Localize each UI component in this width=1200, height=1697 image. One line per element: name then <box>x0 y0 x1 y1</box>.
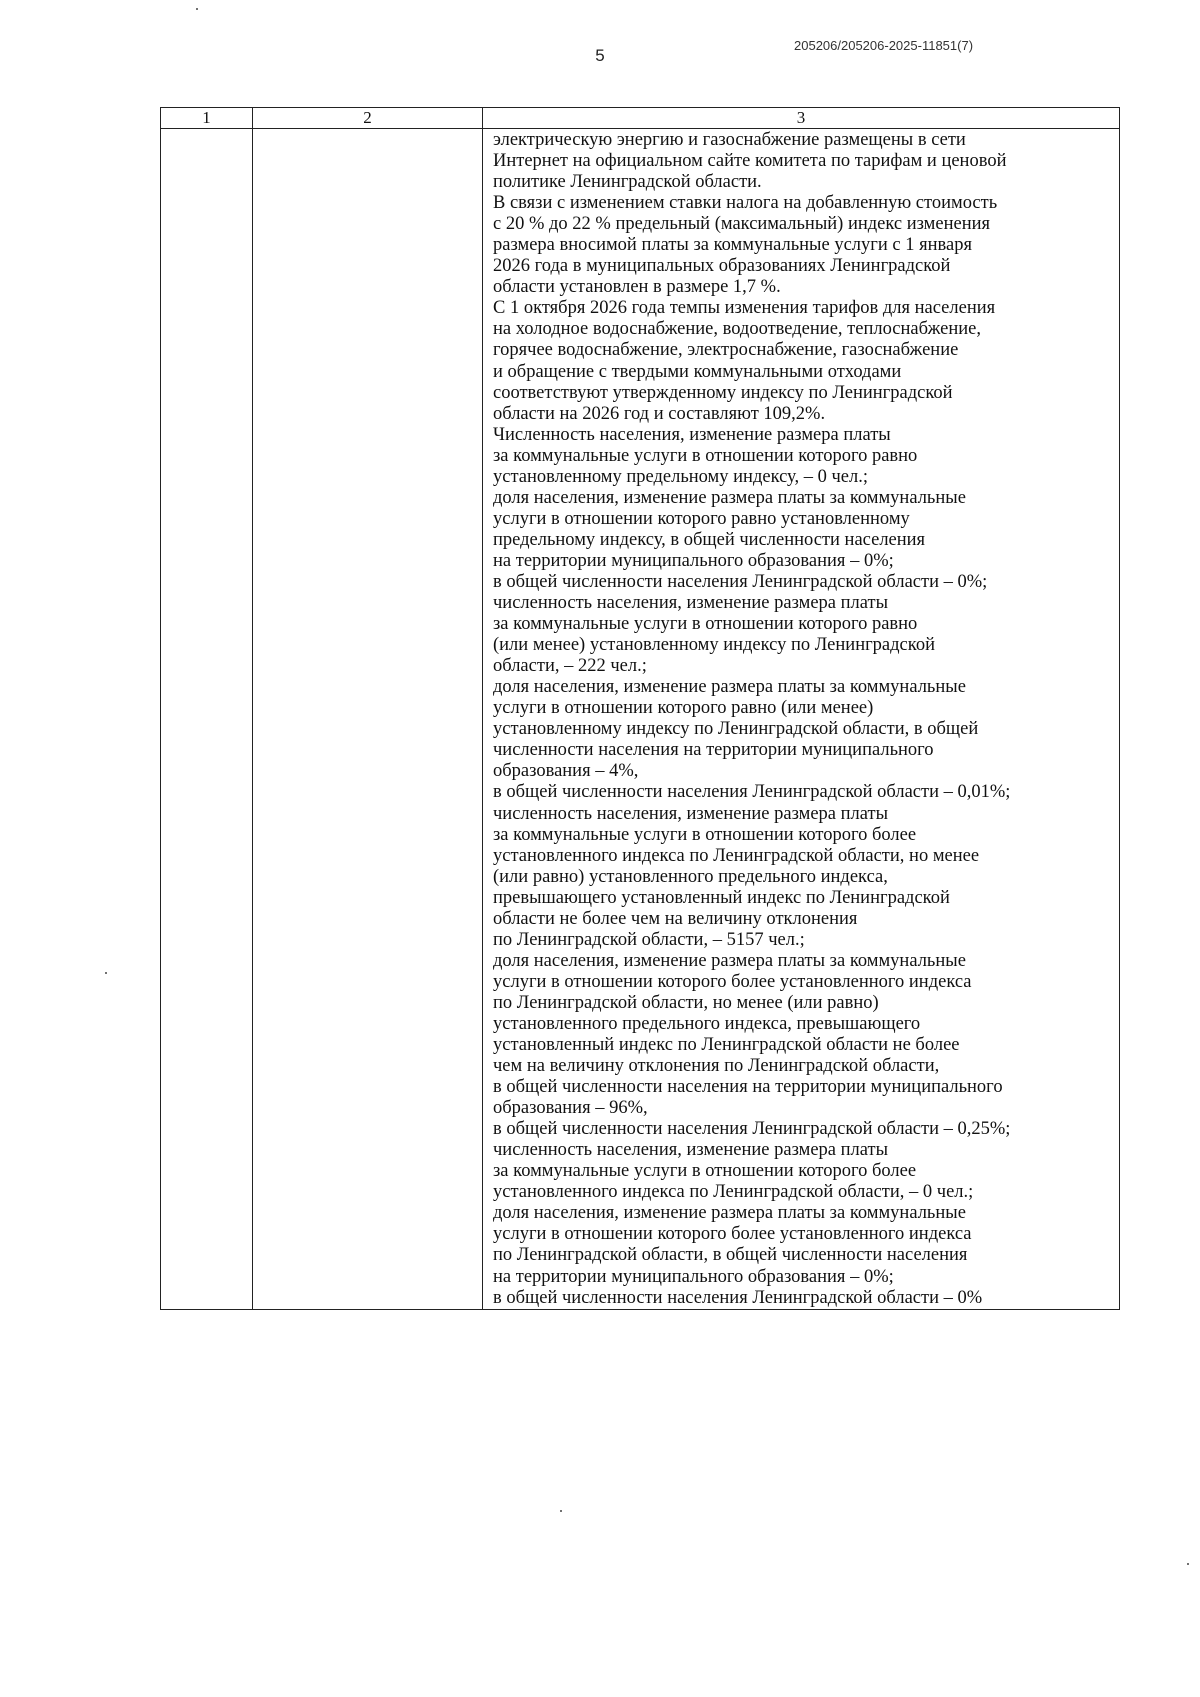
table-cell-col3 <box>483 129 1120 1310</box>
text-line: за коммунальные услуги в отношении которого более <box>493 824 917 845</box>
text-line: политике Ленинградской области. <box>493 172 762 193</box>
text-line: в общей численности населения Ленинградской области – 0% <box>493 1287 983 1308</box>
text-line: по Ленинградской области, но менее (или равно) <box>493 992 879 1013</box>
table-cell-col1 <box>161 129 253 1310</box>
text-line: в общей численности населения Ленинградской области – 0,01%; <box>493 782 1011 803</box>
table-cell-col2 <box>253 129 483 1310</box>
text-line: за коммунальные услуги в отношении которого равно <box>493 614 918 635</box>
text-line: численности населения на территории муниципального <box>493 740 934 761</box>
text-line: по Ленинградской области, – 5157 чел.; <box>493 929 805 950</box>
text-line: В связи с изменением ставки налога на добавленную стоимость <box>493 193 998 214</box>
scan-speck <box>105 972 107 974</box>
text-line: за коммунальные услуги в отношении которого равно <box>493 445 918 466</box>
scan-speck <box>1187 1563 1189 1565</box>
text-line: услуги в отношении которого более установленного индекса <box>493 1224 972 1245</box>
text-line: за коммунальные услуги в отношении которого более <box>493 1161 917 1182</box>
text-line: численность населения, изменение размера платы <box>493 803 888 824</box>
text-line: в общей численности населения на территории муниципального <box>493 1077 1003 1098</box>
document-id: 205206/205206-2025-11851(7) <box>794 38 974 53</box>
text-line: установленного предельного индекса, превышающего <box>493 1013 921 1034</box>
text-line: образования – 4%, <box>493 761 639 782</box>
text-line: установленного индекса по Ленинградской области, – 0 чел.; <box>493 1182 974 1203</box>
text-line: чем на величину отклонения по Ленинградской области, <box>493 1056 940 1077</box>
cell-text-block <box>483 129 1119 1309</box>
scan-speck <box>560 1510 562 1512</box>
text-line: Численность населения, изменение размера платы <box>493 424 891 445</box>
text-line: 2026 года в муниципальных образованиях Ленинградской <box>493 256 951 277</box>
text-line: соответствуют утвержденному индексу по Ленинградской <box>493 382 953 403</box>
text-line: услуги в отношении которого равно (или менее) <box>493 698 874 719</box>
text-line: установленного индекса по Ленинградской области, но менее <box>493 845 980 866</box>
text-line: горячее водоснабжение, электроснабжение, газоснабжение <box>493 340 959 361</box>
text-line: (или менее) установленному индексу по Ленинградской <box>493 635 935 656</box>
scan-speck <box>196 8 198 10</box>
text-line: области, – 222 чел.; <box>493 656 647 677</box>
text-line: и обращение с твердыми коммунальными отходами <box>493 361 902 382</box>
text-line: численность населения, изменение размера платы <box>493 593 888 614</box>
column-header-2: 2 <box>253 108 483 129</box>
table-header-row <box>161 108 1120 129</box>
text-line: образования – 96%, <box>493 1098 648 1119</box>
text-line: установленному индексу по Ленинградской области, в общей <box>493 719 979 740</box>
text-line: превышающего установленный индекс по Ленинградской <box>493 887 950 908</box>
text-line: области установлен в размере 1,7 %. <box>493 277 781 298</box>
text-line: электрическую энергию и газоснабжение размещены в сети <box>493 130 966 150</box>
text-line: установленный индекс по Ленинградской области не более <box>493 1035 960 1056</box>
text-line: С 1 октября 2026 года темпы изменения тарифов для населения <box>493 298 996 319</box>
text-line: услуги в отношении которого более установленного индекса <box>493 971 972 992</box>
text-line: доля населения, изменение размера платы за коммунальные <box>493 487 966 508</box>
text-line: на территории муниципального образования – 0%; <box>493 550 894 571</box>
text-line: на холодное водоснабжение, водоотведение, теплоснабжение, <box>493 319 981 340</box>
column-header-3: 3 <box>483 108 1120 129</box>
text-line: по Ленинградской области, в общей численности населения <box>493 1245 968 1266</box>
text-line: Интернет на официальном сайте комитета по тарифам и ценовой <box>493 151 1007 172</box>
text-line: доля населения, изменение размера платы за коммунальные <box>493 950 966 971</box>
text-line: области не более чем на величину отклонения <box>493 908 858 929</box>
text-line: в общей численности населения Ленинградской области – 0%; <box>493 571 988 592</box>
text-line: размера вносимой платы за коммунальные услуги с 1 января <box>493 235 972 256</box>
text-line: области на 2026 год и составляют 109,2%. <box>493 403 826 424</box>
text-line: установленному предельному индексу, – 0 чел.; <box>493 466 868 487</box>
text-line: в общей численности населения Ленинградской области – 0,25%; <box>493 1119 1011 1140</box>
text-line: численность населения, изменение размера платы <box>493 1140 888 1161</box>
table-row <box>161 129 1120 1310</box>
column-header-1: 1 <box>161 108 253 129</box>
text-line: доля населения, изменение размера платы за коммунальные <box>493 677 966 698</box>
text-line: услуги в отношении которого равно установленному <box>493 508 910 529</box>
page-number: 5 <box>595 46 605 65</box>
text-line: на территории муниципального образования – 0%; <box>493 1266 894 1287</box>
text-line: (или равно) установленного предельного индекса, <box>493 866 888 887</box>
document-table <box>160 107 1120 1310</box>
text-line: предельному индексу, в общей численности населения <box>493 529 926 550</box>
text-line: доля населения, изменение размера платы за коммунальные <box>493 1203 966 1224</box>
text-line: с 20 % до 22 % предельный (максимальный) индекс изменения <box>493 214 991 235</box>
